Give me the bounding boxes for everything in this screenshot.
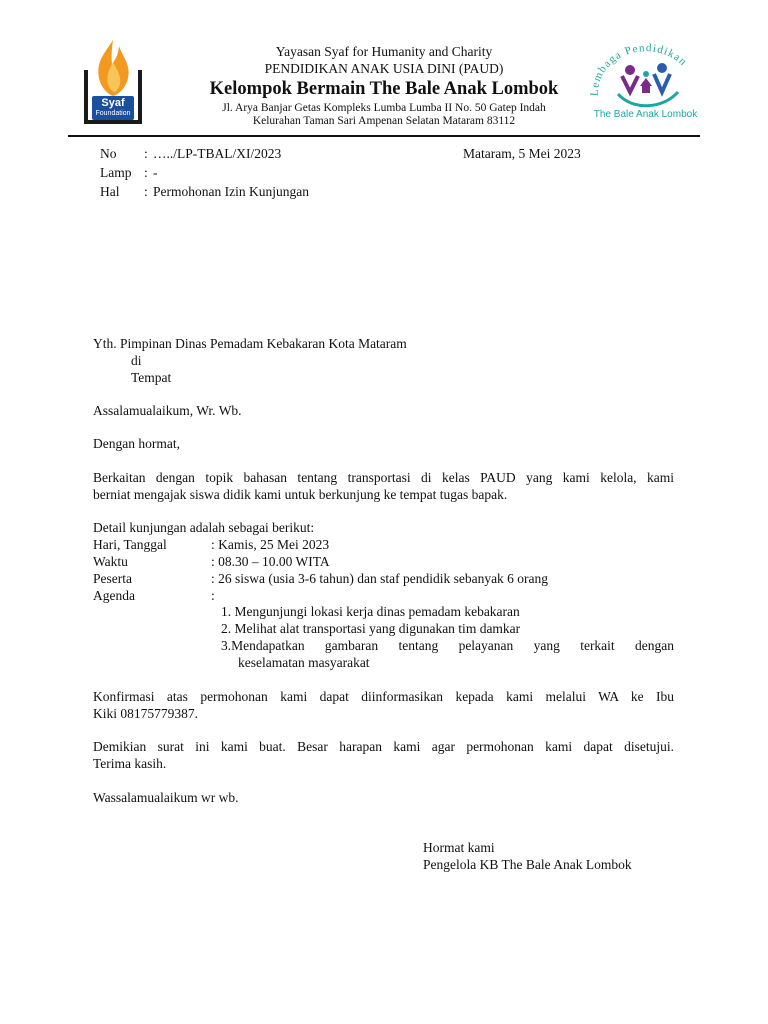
hal-sep: : bbox=[144, 184, 148, 199]
paragraph-purpose bbox=[93, 469, 674, 486]
foundation-name: Yayasan Syaf for Humanity and Charity bbox=[275, 44, 493, 59]
syaf-logo-name: Syaf bbox=[101, 97, 125, 109]
paragraph-closing bbox=[93, 738, 674, 755]
paud-heading: PENDIDIKAN ANAK USIA DINI (PAUD) bbox=[264, 61, 504, 76]
lamp-label: Lamp bbox=[100, 165, 132, 180]
paragraph-closing-line-1: Demikian surat ini kami buat. Besar harapan kami agar permohonan kami dapat disetujui. bbox=[93, 739, 674, 754]
paragraph-purpose-line-1: Berkaitan dengan topik bahasan tentang transportasi di kelas PAUD yang kami kelola, kami bbox=[93, 470, 674, 485]
lamp-sep: : bbox=[144, 165, 148, 180]
detail-value: : bbox=[211, 588, 215, 603]
logo-caption: The Bale Anak Lombok bbox=[593, 109, 698, 120]
agenda-item bbox=[221, 637, 674, 654]
syaf-logo-sub: Foundation bbox=[95, 110, 131, 117]
detail-intro: Detail kunjungan adalah sebagai berikut: bbox=[93, 520, 315, 535]
closing-salam: Wassalamualaikum wr wb. bbox=[93, 790, 239, 805]
agenda-item-continued: keselamatan masyarakat bbox=[238, 655, 370, 670]
lamp-value: - bbox=[153, 165, 158, 180]
header-divider bbox=[68, 135, 700, 137]
address-line-1: Jl. Arya Banjar Getas Kompleks Lumba Lumba II No. 50 Gatep Indah bbox=[222, 102, 546, 114]
agenda-item: 2. Melihat alat transportasi yang digunakan tim damkar bbox=[221, 621, 521, 636]
recipient-line-1: Yth. Pimpinan Dinas Pemadam Kebakaran Kota Mataram bbox=[93, 336, 407, 351]
detail-value: : Kamis, 25 Mei 2023 bbox=[211, 537, 330, 552]
recipient-line-3: Tempat bbox=[131, 370, 172, 385]
detail-label: Peserta bbox=[93, 571, 132, 586]
no-label: No bbox=[100, 146, 117, 161]
signature-line-2: Pengelola KB The Bale Anak Lombok bbox=[423, 857, 632, 872]
letter-number: …../LP-TBAL/XI/2023 bbox=[153, 146, 282, 161]
svg-text:Lembaga Pendidikan bbox=[589, 42, 690, 96]
detail-value: : 08.30 – 10.00 WITA bbox=[211, 554, 330, 569]
detail-label: Agenda bbox=[93, 588, 135, 603]
detail-label: Waktu bbox=[93, 554, 128, 569]
subject: Permohonan Izin Kunjungan bbox=[153, 184, 309, 199]
agenda-item-text: 3.Mendapatkan gambaran tentang pelayanan yang terkait dengan bbox=[221, 638, 674, 653]
greeting: Dengan hormat, bbox=[93, 436, 180, 451]
no-sep: : bbox=[144, 146, 148, 161]
paragraph-confirmation bbox=[93, 688, 674, 705]
logo-arc-text: Lembaga Pendidikan bbox=[588, 42, 690, 97]
hal-label: Hal bbox=[100, 184, 120, 199]
detail-value: : 26 siswa (usia 3-6 tahun) dan staf pendidik sebanyak 6 orang bbox=[211, 571, 549, 586]
syaf-foundation-logo bbox=[82, 36, 144, 126]
signature-line-1: Hormat kami bbox=[423, 840, 495, 855]
family-icon bbox=[588, 40, 703, 110]
school-title: Kelompok Bermain The Bale Anak Lombok bbox=[209, 79, 559, 99]
address-line-2: Kelurahan Taman Sari Ampenan Selatan Mataram 83112 bbox=[252, 115, 516, 127]
paragraph-confirmation-line-2: Kiki 08175779387. bbox=[93, 706, 199, 721]
detail-label: Hari, Tanggal bbox=[93, 537, 167, 552]
opening-salam: Assalamualaikum, Wr. Wb. bbox=[93, 403, 242, 418]
agenda-item: 1. Mengunjungi lokasi kerja dinas pemadam kebakaran bbox=[221, 604, 520, 619]
paragraph-closing-line-2: Terima kasih. bbox=[93, 756, 167, 771]
bale-anak-lombok-logo bbox=[588, 40, 703, 126]
paragraph-confirmation-line-1: Konfirmasi atas permohonan kami dapat diinformasikan kepada kami melalui WA ke Ibu bbox=[93, 689, 674, 704]
place-date: Mataram, 5 Mei 2023 bbox=[463, 146, 581, 161]
recipient-line-2: di bbox=[131, 353, 142, 368]
paragraph-purpose-line-2: berniat mengajak siswa didik kami untuk berkunjung ke tempat tugas bapak. bbox=[93, 487, 508, 502]
